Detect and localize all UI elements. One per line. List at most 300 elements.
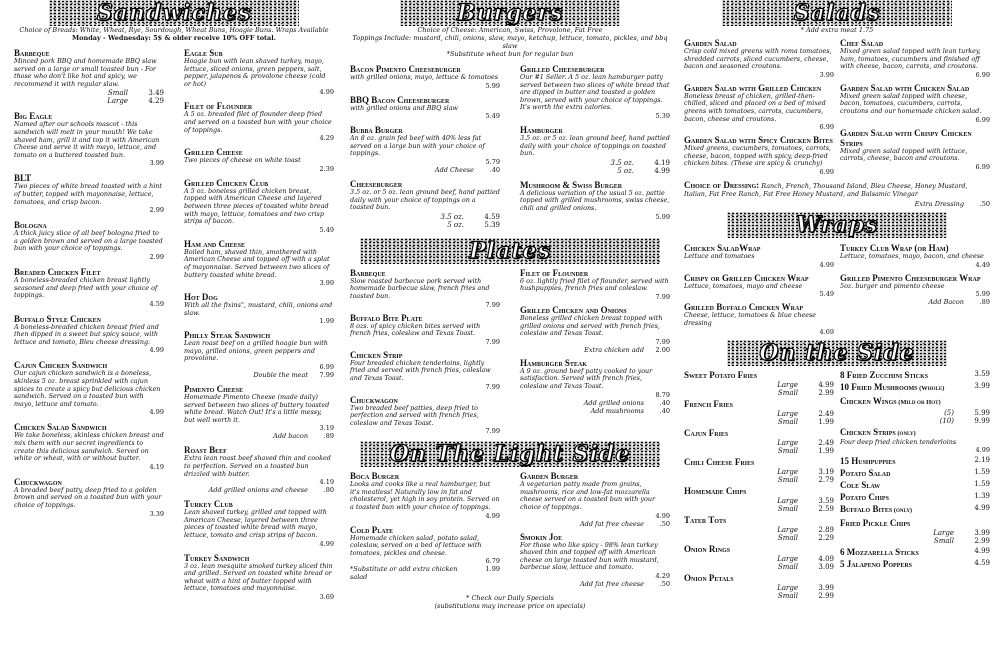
menu-item-price: 7.99 — [485, 300, 500, 309]
menu-item-name: Hamburger Steak — [520, 357, 587, 368]
menu-item-price: 3.99 — [149, 159, 164, 168]
menu-item-desc: A boneless-breaded chicken breast lightly seasoned and deep fried with your choice of toppings. — [14, 275, 158, 300]
menu-item — [350, 350, 500, 391]
menu-item-price: 4.99 — [655, 511, 670, 520]
menu-item-header — [840, 396, 990, 408]
size-label: 5 oz. — [447, 220, 464, 229]
menu-item — [684, 457, 834, 484]
menu-item — [520, 125, 670, 175]
menu-item-name: Chuckwagon — [14, 476, 62, 487]
menu-item — [684, 515, 834, 542]
menu-item-name: Chicken Strip — [350, 349, 403, 360]
addon-price: .50 — [659, 580, 670, 589]
menu-item-desc: Boneless breast of chicken, grilled-then-chilled, sliced and placed on a bed of mixed greens with tomatoes, carrots, cucumbers, bacon, cheese and croutons. — [684, 91, 826, 123]
addon-row — [520, 399, 670, 407]
extra-dressing-label: Extra Dressing — [914, 200, 964, 209]
menu-item-body — [184, 394, 334, 424]
menu-item-header — [840, 492, 990, 502]
menu-item-name: Bacon Pimento Cheeseburger — [350, 64, 461, 74]
menu-item-tag: (Mild or Hot) — [896, 398, 941, 406]
menu-item-desc: Mixed green salad topped with lean turkey, ham, tomatoes, cucumbers and finished off with cheese, bacon, carrots, and croutons. — [840, 47, 981, 71]
menu-item-price-row — [14, 346, 164, 354]
menu-item-price: 4.99 — [974, 504, 990, 513]
menu-item-header — [684, 573, 834, 583]
menu-item-name: Chicken Wings (Mild or Hot) — [840, 395, 941, 406]
menu-item-price-row — [350, 158, 500, 166]
menu-item-price-row — [14, 510, 164, 518]
addon-price: .40 — [659, 406, 670, 415]
size-option — [684, 534, 834, 542]
menu-item-price-row — [520, 293, 670, 301]
addon-label: Add Bacon — [928, 298, 964, 307]
wraps-title: Wraps — [795, 212, 879, 239]
menu-item-name: Potato Chips — [840, 492, 889, 503]
dressing-options: Ranch, French, Thousand Island, Bleu Cheese, Honey Mustard, Italian, Fat Free Ranch, Fat Free Honey Mustard, and Balsamic Vinegar — [684, 181, 968, 198]
menu-item-price-row — [520, 338, 670, 346]
size-option — [684, 592, 834, 600]
menu-item-desc: 8 ozs. of spicy chicken bites served with french fries, coleslaw and Texas Toast. — [350, 321, 481, 338]
menu-item-body — [14, 370, 164, 408]
menu-item-name: Hot Dog — [184, 292, 218, 303]
side-right-list — [840, 370, 990, 602]
size-price: 4.29 — [148, 97, 164, 106]
addon-label: Add fat free cheese — [579, 519, 644, 528]
menu-item-name: Buffalo Bite Plate — [350, 312, 423, 323]
deal-note: Monday - Wednesday: 5$ & older receive 10% OFF total. — [71, 34, 276, 42]
menu-item — [840, 456, 990, 466]
menu-item-name: Chicken Strips (only) — [840, 426, 916, 437]
menu-item — [350, 395, 500, 436]
menu-item-header — [684, 515, 834, 525]
size-option — [684, 439, 834, 447]
extra-dressing — [684, 200, 990, 208]
size-option — [840, 409, 990, 417]
menu-item-desc: A vegetarian patty made from grains, mushrooms, rice and low-fat mozzarella cheese served on a toasted bun with your choice of toppings. — [520, 480, 656, 512]
menu-item — [840, 382, 990, 394]
menu-item-price-row — [520, 572, 670, 580]
size-price: 4.99 — [654, 166, 670, 175]
menu-item-price: 6.99 — [819, 167, 834, 176]
cheese-note: Choice of Cheese: American, Swiss, Provolone, Fat Free — [417, 26, 603, 34]
menu-item-name: Philly Steak Sandwich — [184, 330, 271, 341]
menu-item-price: 3.19 — [319, 424, 334, 433]
menu-item-body — [184, 58, 334, 88]
menu-item-name: Garden Salad with Crispy Chicken Strips — [840, 127, 972, 148]
size-price: 3.49 — [148, 89, 164, 98]
menu-item — [184, 499, 334, 547]
menu-item-price-row — [840, 71, 990, 79]
menu-item-price-row — [184, 363, 334, 371]
menu-item-header — [684, 399, 834, 409]
menu-item-name: Breaded Chicken Filet — [14, 266, 101, 277]
menu-item-body — [350, 405, 500, 428]
menu-item-name: Potato Salad — [840, 468, 891, 479]
menu-item-price-row — [14, 253, 164, 261]
menu-item-price: 3.69 — [319, 592, 334, 601]
menu-item-name: Grilled Cheeseburger — [520, 64, 605, 74]
menu-item-desc: A delicious variation of the usual 5 oz. pattie topped with grilled mushrooms, swiss cheese, chili and grilled onions. — [520, 188, 670, 212]
menu-item-price-row — [350, 427, 500, 435]
menu-item-name: Sweet Potato Fries — [684, 369, 758, 380]
wraps-right-list — [840, 243, 990, 339]
menu-item-desc: Named after our schools mascot - this sandwich will melt in your mouth! We take shaved ham, grill it and top it with American Cheese and serve it with mayo, lettuce, and tomato on a buttered toasted bun. — [14, 120, 160, 159]
light-side-right-list — [520, 471, 670, 592]
menu-item-price: 2.19 — [974, 456, 990, 465]
menu-item — [840, 492, 990, 502]
toppings-note: Toppings Include: mustard, chili, onions, slaw, mayo, ketchup, lettuce, tomato, pickles, and bbq slaw — [352, 34, 668, 50]
menu-item-name: Grilled Pimento Cheeseburger Wrap — [840, 272, 981, 283]
menu-item-header — [840, 382, 990, 394]
menu-item-header — [840, 427, 990, 439]
menu-item-price-row — [840, 163, 990, 171]
menu-item-name: Chicken SaladWrap — [684, 243, 761, 254]
menu-item-header — [350, 395, 500, 405]
menu-item — [184, 553, 334, 601]
light-side-banner — [360, 441, 660, 467]
menu-item — [350, 471, 500, 519]
side-banner — [727, 340, 947, 366]
menu-item-name: 5 Jalapeno Poppers — [840, 559, 913, 570]
salads-column — [684, 0, 990, 647]
menu-item-tag: (only) — [895, 429, 916, 437]
size-option — [684, 389, 834, 397]
wraps-left-list — [684, 243, 834, 339]
size-option — [350, 221, 500, 229]
menu-item — [684, 243, 834, 269]
menu-item — [350, 313, 500, 346]
menu-item-price-row — [350, 82, 500, 90]
size-price: 2.49 — [818, 438, 834, 447]
menu-item — [840, 370, 990, 380]
dressing-label: Choice of Dressing: — [684, 179, 760, 190]
menu-item-desc: 3.5 oz. or 5 oz. lean ground beef, hand pattied daily with your choice of toppings on toasted bun. — [520, 133, 670, 158]
menu-item — [684, 273, 834, 299]
addon-row — [520, 580, 670, 588]
menu-item-price-row — [184, 424, 334, 432]
menu-item — [684, 573, 834, 600]
menu-item-desc: Two pieces of cheese on white toast — [184, 156, 301, 165]
size-price: 2.29 — [818, 533, 834, 542]
menu-item-body — [184, 188, 334, 226]
size-option — [684, 381, 834, 389]
menu-item-body — [14, 487, 164, 510]
menu-item-price-row — [184, 165, 334, 173]
menu-item-price-row — [350, 112, 500, 120]
size-label: Small — [777, 388, 798, 397]
menu-item-desc: Lettuce, tomatoes, mayo and cheese — [684, 281, 803, 290]
size-options — [840, 409, 990, 425]
menu-item — [350, 64, 500, 90]
menu-item-price: 1.99 — [319, 317, 334, 326]
menu-item-desc: We take boneless, skinless chicken breast and mix them with our secret ingredients to create this delicious sandwich. Served on white or wheat, with or without butter. — [14, 431, 164, 463]
size-option — [684, 447, 834, 455]
size-label: Small — [777, 562, 798, 571]
menu-item-desc: 5oz. burger and pimento cheese — [840, 281, 945, 290]
menu-item-body — [14, 432, 164, 462]
menu-item-header — [840, 480, 990, 490]
addon-label: Add grilled onions — [583, 398, 644, 407]
menu-item-price-row — [184, 540, 334, 548]
menu-item-name: 8 Fried Zucchini Sticks — [840, 369, 929, 380]
burgers-left-list — [350, 64, 500, 234]
daily-specials-note: * Check our Daily Specials — [466, 594, 554, 603]
menu-item-price-row — [684, 168, 834, 176]
burgers-banner — [400, 0, 620, 26]
menu-item-desc: Cheese, lettuce, tomatoes & blue cheese dressing — [684, 311, 817, 327]
menu-item-desc: Four deep fried chicken tenderloins — [840, 437, 957, 446]
menu-item-name: Chef Salad — [840, 38, 884, 48]
menu-item-price: 4.99 — [319, 539, 334, 548]
menu-item — [350, 179, 500, 229]
size-price: 3.99 — [974, 529, 990, 538]
size-price: 3.19 — [818, 467, 834, 476]
addon-price: .40 — [659, 398, 670, 407]
menu-item-name: Barbeque — [14, 48, 50, 58]
menu-item — [184, 48, 334, 96]
addon-row — [520, 407, 670, 415]
menu-item-desc: Lettuce and tomatoes — [684, 252, 755, 261]
menu-item — [840, 427, 990, 455]
burgers-title: Burgers — [456, 0, 564, 26]
menu-item — [684, 135, 834, 176]
menu-item-name: Chuckwagon — [350, 394, 398, 405]
menu-item-desc: Boiled ham, shaved thin, smothered with American Cheese and topped off with a splat of mayonnaise. Served between two slices of buttery toasted white bread. — [184, 247, 330, 279]
addon-row — [184, 432, 334, 440]
size-option — [14, 97, 164, 105]
addon-row — [184, 486, 334, 494]
menu-item-price: 5.49 — [319, 225, 334, 234]
menu-item-price: 4.59 — [974, 559, 990, 568]
salads-banner — [722, 0, 952, 26]
size-options — [520, 159, 670, 175]
menu-item-price: 7.99 — [485, 382, 500, 391]
addon-price: .89 — [979, 298, 990, 307]
size-price: 2.79 — [818, 475, 834, 484]
size-options — [684, 410, 834, 426]
menu-item-body — [14, 230, 164, 253]
menu-item — [840, 128, 990, 171]
menu-item-body — [184, 111, 334, 134]
menu-item — [840, 38, 990, 79]
menu-item-desc: Two breaded beef patties, deep fried to perfection and served with french fries, coleslaw and Texas Toast. — [350, 403, 479, 427]
size-price: 3.59 — [818, 496, 834, 505]
menu-item-body — [684, 283, 834, 291]
menu-item-desc: Slow roasted barbecue pork served with homemade barbecue slaw, french fries and toasted bun. — [350, 276, 490, 300]
menu-item-price-row — [184, 134, 334, 142]
menu-item-name: Garden Salad with Spicy Chicken Bites — [684, 135, 833, 146]
menu-item-price: 4.99 — [819, 260, 834, 269]
menu-item-body — [184, 157, 334, 165]
menu-item-name: BBQ Bacon Cheeseburger — [350, 94, 450, 105]
menu-item-name: Buffalo Style Chicken — [14, 313, 101, 324]
menu-item-desc: Extra lean roast beef shaved thin and cooked to perfection. Served on a toasted bun drizzled with butter. — [184, 454, 331, 478]
size-options — [684, 497, 834, 513]
addon-label: *Substitute or add extra chicken salad — [350, 565, 458, 582]
menu-item — [184, 330, 334, 379]
addon-label: Add bacon — [273, 432, 308, 441]
menu-item-header — [684, 428, 834, 438]
menu-item-name: Onion Rings — [684, 543, 731, 554]
menu-item-price: 4.99 — [149, 408, 164, 417]
menu-item-body — [184, 340, 334, 363]
size-option — [14, 89, 164, 97]
size-price: 5.39 — [484, 220, 500, 229]
plates-title: Plates — [469, 237, 551, 264]
menu-item-price-row — [350, 301, 500, 309]
size-price: 4.19 — [654, 158, 670, 167]
menu-item-body — [14, 121, 164, 159]
size-option — [684, 526, 834, 534]
menu-item — [520, 268, 670, 301]
addon-label: Add fat free cheese — [579, 580, 644, 589]
menu-item-price: 4.69 — [819, 327, 834, 336]
menu-item-body — [184, 455, 334, 478]
salads-title: Salads — [793, 0, 881, 26]
menu-item-price-row — [520, 391, 670, 399]
menu-item-name: Big Eagle — [14, 111, 53, 122]
menu-item-name: Bologna — [14, 220, 47, 231]
size-label: Large — [933, 529, 954, 538]
menu-item-body — [184, 509, 334, 539]
menu-item-desc: With all the fixins", mustard, chili, onions and slaw. — [184, 301, 333, 317]
menu-item-desc: 3 oz. lean mesquite smoked turkey sliced thin and grilled. Served on toasted white bread or wheat with a hint of butter topped with lettuce, tomatoes and mayonnaise. — [184, 561, 333, 593]
menu-item-header — [840, 370, 990, 380]
menu-item — [840, 518, 990, 545]
menu-item-price-row — [684, 261, 834, 269]
extra-dressing-price: .50 — [979, 200, 990, 209]
menu-item — [684, 38, 834, 79]
menu-item — [684, 83, 834, 131]
menu-item-body — [684, 253, 834, 261]
menu-item-name: Grilled Chicken and Onions — [520, 304, 627, 315]
menu-item — [520, 305, 670, 354]
menu-item-desc: Our cajun chicken sandwich is a boneless, skinless 5 oz. breast sprinkled with cajun spices to create a spicy but delicious chicken sandwich. Served on a toasted bun with mayo, lettuce and tomato. — [14, 369, 161, 408]
menu-item-body — [350, 535, 500, 558]
menu-item-price: 5.99 — [655, 212, 670, 221]
menu-item-desc: with grilled onions, mayo, lettuce & tomatoes — [350, 73, 499, 81]
size-option — [520, 167, 670, 175]
menu-item-price-row — [184, 226, 334, 234]
dressing-block — [684, 180, 990, 198]
menu-item-desc: Lean roast beef on a grilled hoagie bun with mayo, grilled onions, green peppers and provolone. — [184, 339, 328, 363]
addon-price: .80 — [323, 486, 334, 495]
menu-item-price: 7.99 — [655, 337, 670, 346]
menu-item-price: 3.39 — [149, 509, 164, 518]
menu-item — [840, 273, 990, 307]
menu-item-body — [520, 190, 670, 213]
menu-item-price-row — [14, 206, 164, 214]
menu-item-body — [684, 145, 834, 168]
menu-item-price: 1.59 — [974, 468, 990, 477]
size-label: Large — [777, 380, 798, 389]
menu-item-body — [350, 105, 500, 113]
menu-item-desc: A 9 oz. ground beef patty cooked to your satisfaction. Served with french fries, coleslaw and Texas Toast. — [520, 366, 653, 390]
size-price: 2.59 — [818, 504, 834, 513]
menu-item-price: 4.19 — [319, 478, 334, 487]
menu-item — [14, 477, 164, 518]
menu-item-name: 6 Mozzarella Sticks — [840, 547, 919, 558]
size-label: (5) — [944, 408, 954, 417]
menu-item-header — [684, 457, 834, 467]
menu-item-tag: (only) — [892, 507, 913, 515]
size-price: 4.99 — [818, 380, 834, 389]
menu-item-price-row — [684, 290, 834, 298]
menu-item-desc: Lettuce, tomatoes, mayo, bacon, and cheese — [840, 252, 984, 261]
size-label: Small — [933, 537, 954, 546]
menu-item-price-row — [350, 338, 500, 346]
size-price: 2.89 — [818, 525, 834, 534]
addon-price: 7.99 — [319, 371, 334, 380]
menu-item-name: Turkey Club Wrap (or Ham) — [840, 243, 949, 254]
plates-left-list — [350, 268, 500, 440]
menu-item-name: Buffalo Bites (only) — [840, 504, 913, 515]
menu-item-name: Turkey Sandwich — [184, 552, 250, 563]
menu-item-name: Filet of Flounder — [184, 101, 253, 112]
menu-item-price: 6.99 — [975, 162, 990, 171]
menu-item-price-row — [350, 557, 500, 565]
menu-item-price: 7.99 — [485, 427, 500, 436]
menu-item-price-row — [520, 512, 670, 520]
size-label: 5 oz. — [617, 166, 634, 175]
menu-item-price: 4.99 — [485, 511, 500, 520]
addon-price: 2.00 — [655, 345, 670, 354]
menu-item-price: 4.19 — [149, 462, 164, 471]
salads-right-list — [840, 38, 990, 180]
menu-item-body — [684, 312, 834, 327]
menu-item — [840, 243, 990, 269]
size-label: Small — [777, 533, 798, 542]
sandwiches-left-list — [14, 48, 164, 606]
menu-item-tag: (Whole) — [917, 384, 945, 392]
menu-item-name: Garden Burger — [520, 471, 579, 482]
menu-item-price: 2.99 — [149, 206, 164, 215]
menu-item — [184, 445, 334, 494]
menu-item-name: Ham and Cheese — [184, 238, 246, 249]
menu-item-body — [350, 74, 500, 82]
menu-item — [840, 559, 990, 569]
menu-item-body — [520, 74, 670, 112]
menu-item-price: 1.59 — [974, 480, 990, 489]
menu-item-desc: An 8 oz. grain fed beef with 40% less fat served on a large bun with your choice of toppings. — [350, 134, 485, 158]
side-title: On the Side — [759, 339, 915, 366]
menu-item-header — [840, 128, 990, 148]
menu-item-desc: Homemade chicken salad, potato salad, coleslaw, served on a bed of lettuce with tomatoes, pickles and cheese. — [350, 533, 482, 557]
menu-item — [350, 95, 500, 121]
menu-item-header — [840, 468, 990, 478]
menu-item-header — [840, 504, 990, 516]
addon-price: .40 — [489, 165, 500, 174]
menu-item-body — [840, 439, 990, 447]
menu-item-body — [520, 315, 670, 338]
menu-item-price-row — [520, 213, 670, 221]
menu-item-desc: Mixed greens, cucumbers, tomatoes, carrots, cheese, bacon, topped with spicy, deep-fried chicken bites. (These are spicy & crunchy) — [684, 144, 832, 168]
menu-item-price: 4.99 — [319, 88, 334, 97]
sandwiches-banner — [49, 0, 299, 26]
menu-item-body — [14, 277, 164, 300]
size-price: 4.09 — [818, 554, 834, 563]
menu-item — [184, 292, 334, 325]
menu-item-body — [184, 563, 334, 593]
menu-item-body — [520, 278, 670, 293]
menu-item-desc: Homemade Pimento Cheese (made daily) served between two slices of buttery toasted white bread. Watch Out! It's a little messy, but well worth it. — [184, 393, 330, 424]
size-option — [684, 468, 834, 476]
addon-row — [520, 520, 670, 528]
size-option — [520, 159, 670, 167]
menu-item-price: 4.49 — [975, 260, 990, 269]
menu-item-desc: For those who like spicy - 98% lean turkey shaved thin and topped off with American cheese on large toasted bun with mustard, barbecue slaw, lettuce and tomato. — [520, 540, 659, 572]
menu-item-name: 10 Fried Mushrooms (Whole) — [840, 381, 945, 392]
menu-item-name: Grilled Chicken Club — [184, 177, 269, 188]
